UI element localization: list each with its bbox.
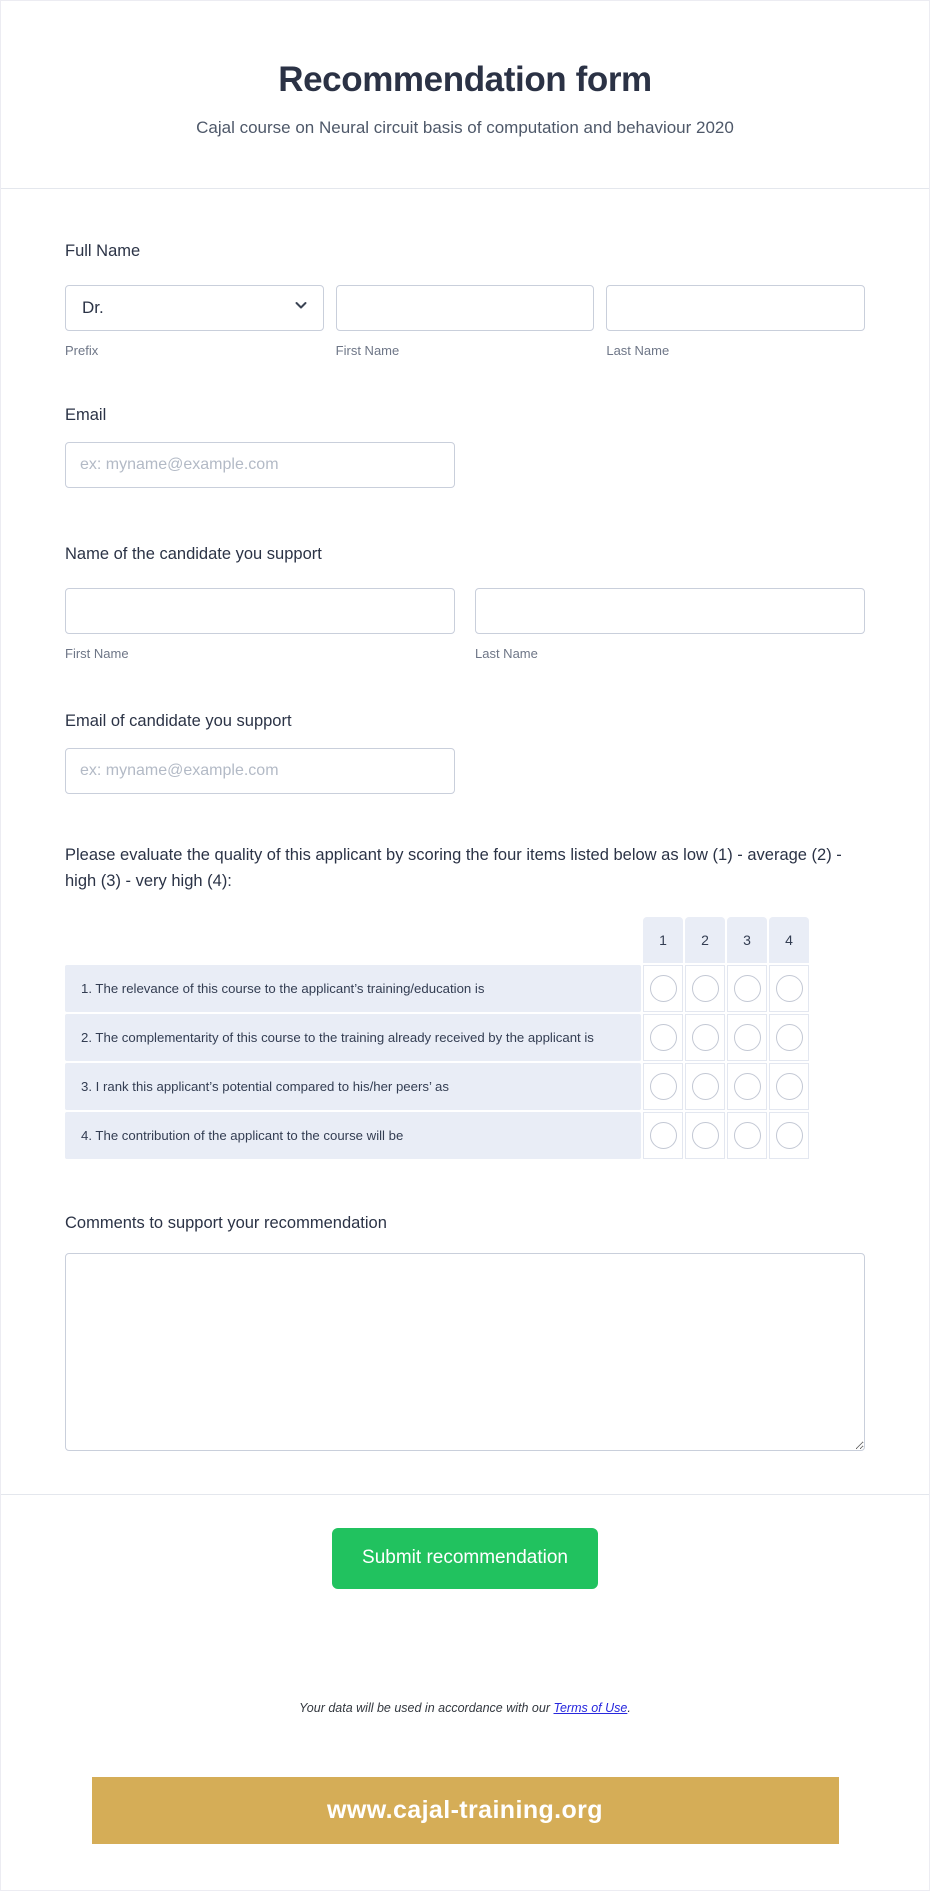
email-group — [65, 405, 865, 488]
radio-option-icon[interactable] — [776, 975, 803, 1002]
terms-of-use-link[interactable]: Terms of Use — [553, 1700, 628, 1715]
rating-row-label-4: 4. The contribution of the applicant to the course will be — [65, 1112, 641, 1159]
radio-option-icon[interactable] — [650, 1122, 677, 1149]
radio-cell-r4c2[interactable] — [685, 1112, 725, 1159]
rating-row-label-1: 1. The relevance of this course to the applicant’s training/education is — [65, 965, 641, 1012]
candidate-name-group — [65, 544, 865, 660]
evaluation-group — [65, 842, 865, 1161]
candidate-last-name-sublabel: Last Name — [475, 645, 538, 661]
submit-button[interactable]: Submit recommendation — [332, 1528, 598, 1589]
radio-option-icon[interactable] — [692, 1073, 719, 1100]
radio-option-icon[interactable] — [692, 1024, 719, 1051]
rating-col-header-3: 3 — [727, 917, 767, 963]
rating-row-label-3: 3. I rank this applicant’s potential compared to his/her peers’ as — [65, 1063, 641, 1110]
comments-group — [65, 1213, 865, 1455]
rating-row-label-2: 2. The complementarity of this course to the training already received by the applicant is — [65, 1014, 641, 1061]
footer-banner-link[interactable] — [92, 1777, 839, 1844]
candidate-last-name-input[interactable] — [475, 588, 865, 634]
prefix-select[interactable] — [65, 285, 324, 331]
radio-option-icon[interactable] — [734, 1024, 761, 1051]
radio-cell-r3c1[interactable] — [643, 1063, 683, 1110]
radio-option-icon[interactable] — [692, 1122, 719, 1149]
radio-cell-r2c4[interactable] — [769, 1014, 809, 1061]
radio-cell-r2c1[interactable] — [643, 1014, 683, 1061]
radio-cell-r4c3[interactable] — [727, 1112, 767, 1159]
last-name-input[interactable] — [606, 285, 865, 331]
table-row — [65, 1014, 809, 1061]
submit-section — [1, 1495, 929, 1589]
footer-url-text: www.cajal-training.org — [327, 1795, 603, 1824]
radio-cell-r3c3[interactable] — [727, 1063, 767, 1110]
table-row — [65, 965, 809, 1012]
radio-cell-r3c2[interactable] — [685, 1063, 725, 1110]
radio-cell-r3c4[interactable] — [769, 1063, 809, 1110]
comments-textarea[interactable] — [65, 1253, 865, 1451]
radio-cell-r1c4[interactable] — [769, 965, 809, 1012]
rating-header-spacer — [65, 917, 641, 963]
radio-option-icon[interactable] — [776, 1122, 803, 1149]
radio-option-icon[interactable] — [650, 1024, 677, 1051]
page-subtitle: Cajal course on Neural circuit basis of computation and behaviour 2020 — [196, 118, 734, 137]
full-name-label: Full Name — [65, 242, 141, 261]
terms-text-after: . — [627, 1700, 631, 1715]
radio-option-icon[interactable] — [776, 1024, 803, 1051]
radio-option-icon[interactable] — [734, 1122, 761, 1149]
candidate-email-group — [65, 711, 865, 794]
radio-cell-r2c2[interactable] — [685, 1014, 725, 1061]
radio-cell-r1c1[interactable] — [643, 965, 683, 1012]
radio-option-icon[interactable] — [776, 1073, 803, 1100]
first-name-input[interactable] — [336, 285, 595, 331]
candidate-first-name-input[interactable] — [65, 588, 455, 634]
email-label: Email — [65, 405, 107, 424]
radio-option-icon[interactable] — [650, 1073, 677, 1100]
first-name-sublabel: First Name — [335, 342, 400, 358]
chevron-down-icon — [293, 297, 309, 318]
table-row — [65, 1063, 809, 1110]
prefix-sublabel: Prefix — [65, 342, 99, 358]
radio-cell-r4c4[interactable] — [769, 1112, 809, 1159]
candidate-email-input[interactable] — [65, 748, 455, 794]
form-body — [1, 241, 929, 1456]
candidate-name-label: Name of the candidate you support — [65, 545, 322, 564]
rating-col-header-4: 4 — [769, 917, 809, 963]
comments-label: Comments to support your recommendation — [65, 1214, 387, 1233]
terms-text-before: Your data will be used in accordance with our — [299, 1700, 554, 1715]
rating-header-row — [65, 917, 809, 963]
radio-cell-r1c3[interactable] — [727, 965, 767, 1012]
page-title: Recommendation form — [278, 60, 652, 99]
radio-option-icon[interactable] — [692, 975, 719, 1002]
radio-cell-r4c1[interactable] — [643, 1112, 683, 1159]
candidate-email-label: Email of candidate you support — [65, 711, 292, 730]
radio-option-icon[interactable] — [650, 975, 677, 1002]
candidate-first-name-sublabel: First Name — [65, 645, 129, 661]
last-name-sublabel: Last Name — [606, 342, 670, 358]
table-row — [65, 1112, 809, 1159]
evaluation-question: Please evaluate the quality of this applicant by scoring the four items listed below as low (1) - average (2) - high (3) - very high (4): — [65, 846, 842, 891]
email-input[interactable] — [65, 442, 455, 488]
full-name-group — [65, 241, 865, 357]
prefix-select-value: Dr. — [82, 297, 104, 317]
radio-cell-r2c3[interactable] — [727, 1014, 767, 1061]
radio-option-icon[interactable] — [734, 975, 761, 1002]
radio-option-icon[interactable] — [734, 1073, 761, 1100]
rating-col-header-1: 1 — [643, 917, 683, 963]
rating-table — [63, 915, 811, 1162]
terms-notice — [1, 1701, 929, 1715]
radio-cell-r1c2[interactable] — [685, 965, 725, 1012]
rating-col-header-2: 2 — [685, 917, 725, 963]
form-header — [1, 1, 929, 189]
